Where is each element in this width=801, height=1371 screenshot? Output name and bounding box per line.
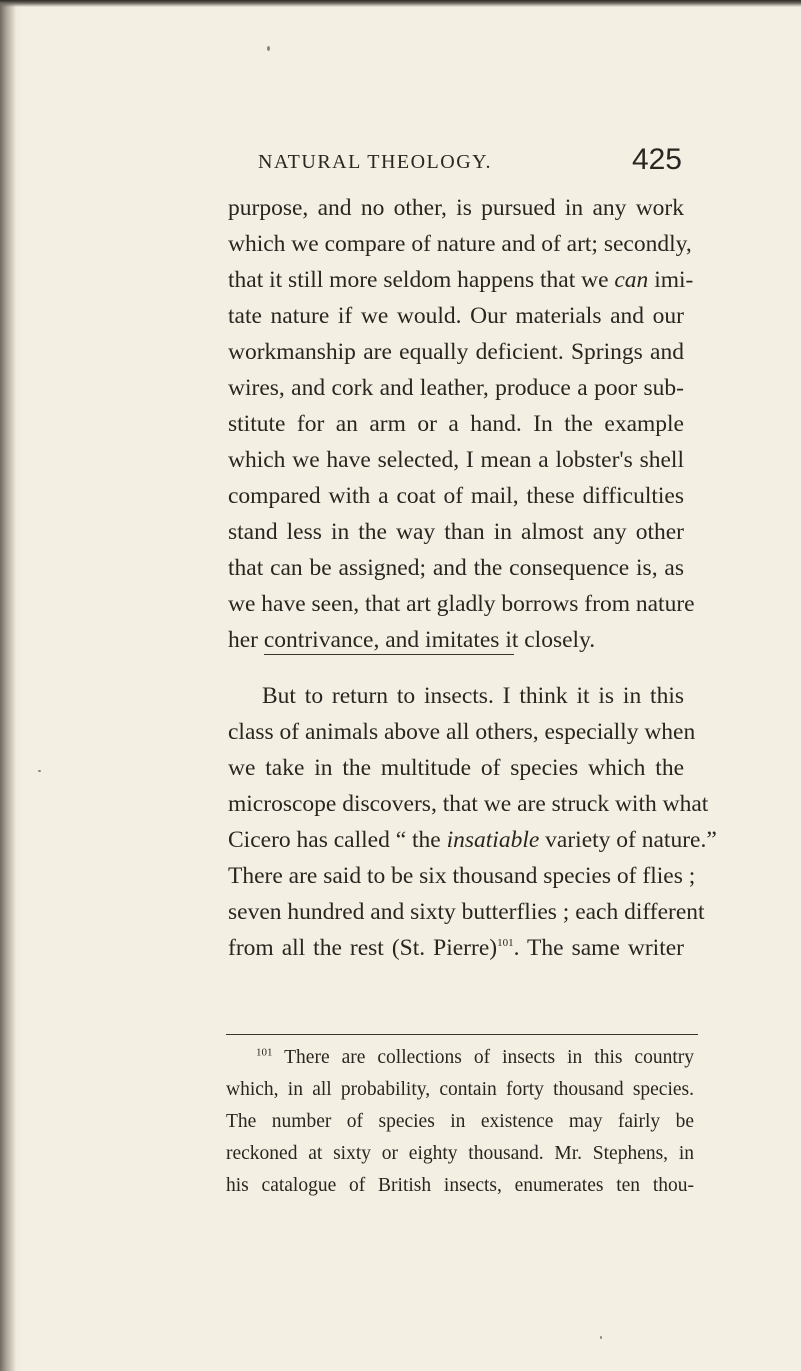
section-divider — [264, 654, 514, 655]
text-fragment: . The same writer — [513, 935, 684, 961]
text-line: her contrivance, and imitates it closely. — [228, 627, 596, 653]
running-title: NATURAL THEOLOGY. — [258, 151, 493, 173]
text-line: we take in the multitude of species which the — [228, 755, 684, 781]
italic-word: insatiable — [446, 827, 540, 853]
footnote-line: which, in all probability, contain forty thousand species. — [226, 1079, 694, 1100]
text-line: seven hundred and sixty butterflies ; each different — [228, 899, 705, 925]
footnote-line: his catalogue of British insects, enumerates ten thou- — [226, 1175, 694, 1196]
paragraph-2 — [228, 678, 717, 966]
footnote-line — [226, 1042, 694, 1074]
footnote-line: reckoned at sixty or eighty thousand. Mr. Stephens, in — [226, 1143, 694, 1164]
text-line: stand less in the way than in almost any other — [228, 519, 684, 545]
text-line — [228, 822, 717, 858]
text-fragment: There are collections of insects in this country — [284, 1047, 694, 1068]
page-number: 425 — [631, 143, 682, 176]
text-fragment: from all the rest (St. Pierre) — [228, 935, 498, 961]
text-fragment: variety of nature.” — [545, 827, 717, 853]
text-fragment: Cicero has called “ the — [228, 827, 441, 853]
text-fragment: that it still more seldom happens that we — [228, 267, 615, 293]
text-line: stitute for an arm or a hand. In the example — [228, 411, 684, 437]
text-line: microscope discovers, that we are struck with what — [228, 791, 709, 817]
text-line: tate nature if we would. Our materials and our — [228, 303, 684, 329]
text-line: But to return to insects. I think it is in this — [262, 683, 684, 709]
text-line — [228, 262, 694, 298]
text-line: wires, and cork and leather, produce a poor sub- — [228, 375, 684, 401]
text-line: which we have selected, I mean a lobster's shell — [228, 447, 684, 473]
text-line: class of animals above all others, especially when — [228, 719, 696, 745]
text-line: purpose, and no other, is pursued in any work — [228, 195, 684, 221]
text-line: which we compare of nature and of art; secondly, — [228, 231, 692, 257]
text-line: that can be assigned; and the consequence is, as — [228, 555, 684, 581]
page-top-edge — [0, 0, 801, 7]
text-line: There are said to be six thousand species of flies ; — [228, 863, 696, 889]
text-line: we have seen, that art gladly borrows from nature — [228, 591, 695, 617]
text-line: workmanship are equally deficient. Springs and — [228, 339, 684, 365]
page-header — [258, 143, 682, 183]
footnote — [226, 1042, 694, 1202]
text-line — [228, 930, 684, 966]
italic-word: can — [614, 267, 649, 293]
paragraph-1 — [228, 190, 695, 658]
text-fragment: imi- — [648, 267, 694, 293]
footnote-reference[interactable]: 101 — [497, 937, 514, 950]
footnote-marker: 101 — [256, 1046, 273, 1059]
footnote-line: The number of species in existence may fairly be — [226, 1111, 694, 1132]
binding-gutter — [0, 0, 16, 1371]
text-line: compared with a coat of mail, these difficulties — [228, 483, 684, 509]
footnote-divider — [226, 1034, 698, 1035]
